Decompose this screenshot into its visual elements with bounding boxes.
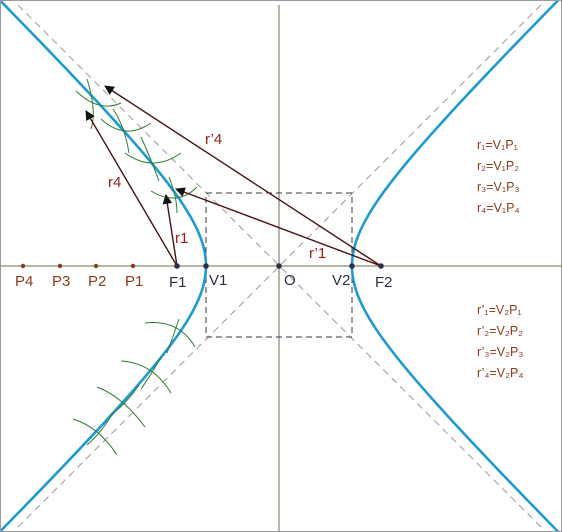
- point-P4: [21, 264, 25, 268]
- label-F1: F1: [169, 274, 187, 291]
- point-P3: [58, 264, 62, 268]
- arc-mark: [125, 153, 181, 163]
- label-r4-prime: r’4: [205, 131, 223, 148]
- point-P1: [131, 264, 135, 268]
- point-O: [276, 263, 282, 269]
- point-P2: [94, 264, 98, 268]
- label-V2: V2: [332, 272, 351, 289]
- label-r1: r1: [175, 230, 189, 247]
- label-V1: V1: [209, 272, 228, 289]
- relation-item: r’₁=V₂P₁: [477, 303, 522, 317]
- relation-item: r’₄=V₂P₄: [477, 366, 524, 380]
- label-P1: P1: [125, 273, 144, 290]
- label-F2: F2: [375, 274, 393, 291]
- relation-item: r’₂=V₂P₂: [477, 324, 523, 338]
- radius-r4-prime: [105, 86, 381, 266]
- arc-mark: [141, 357, 161, 389]
- relations-right-list: [477, 303, 523, 380]
- label-r1-prime: r’1: [309, 245, 327, 262]
- label-O: O: [284, 272, 296, 289]
- relation-item: r₄=V₁P₄: [477, 201, 520, 215]
- arc-mark: [145, 323, 195, 348]
- label-P3: P3: [52, 273, 71, 290]
- relation-item: r₂=V₁P₂: [477, 159, 520, 173]
- relation-item: r₃=V₁P₃: [477, 180, 520, 194]
- relation-item: r’₃=V₂P₃: [477, 345, 524, 359]
- label-r4: r4: [108, 174, 122, 191]
- diagram-canvas: [1, 1, 561, 531]
- relations-left-list: [477, 138, 520, 215]
- arc-mark: [101, 119, 151, 131]
- point-F2: [378, 263, 384, 269]
- point-V1: [203, 263, 209, 269]
- label-P4: P4: [15, 273, 34, 290]
- point-F1: [174, 263, 180, 269]
- relation-item: r₁=V₁P₁: [477, 138, 518, 152]
- radius-r4: [86, 111, 177, 266]
- focal-radii: [86, 86, 381, 266]
- point-V2: [349, 263, 355, 269]
- label-P2: P2: [88, 273, 107, 290]
